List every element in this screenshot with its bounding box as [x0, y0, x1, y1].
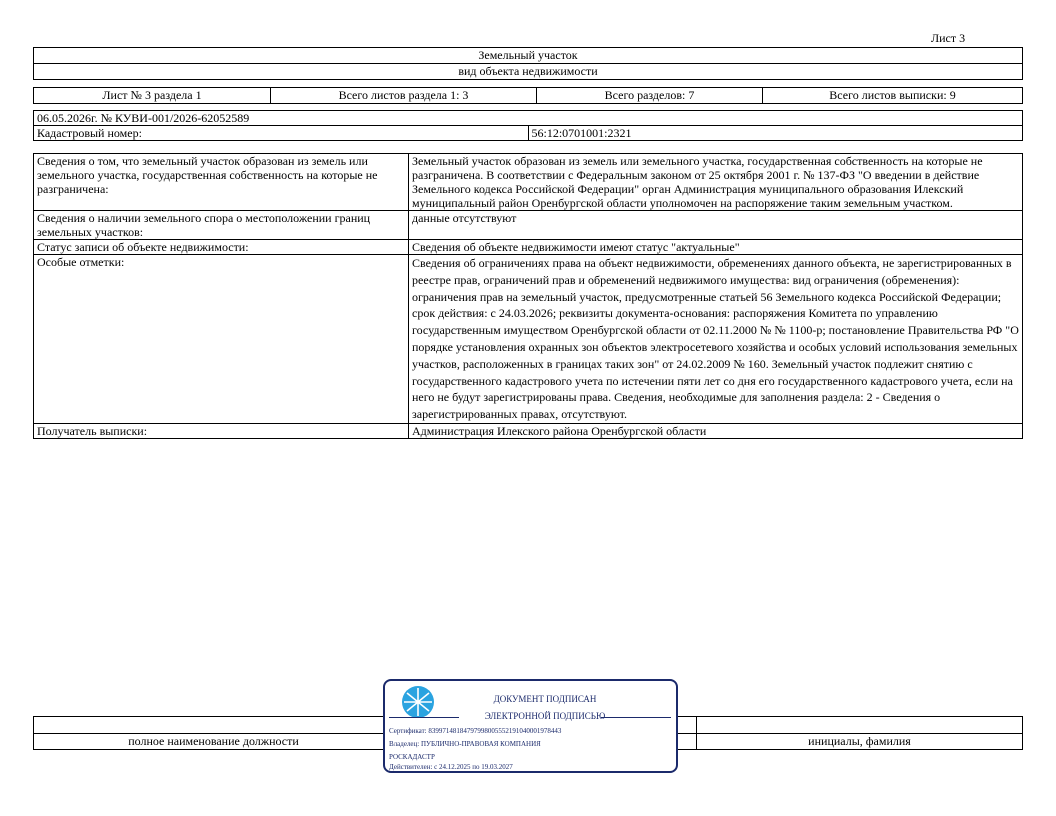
stamp-divider-right — [601, 717, 671, 718]
stamp-divider-left — [389, 717, 459, 718]
signature-title-line1: ДОКУМЕНТ ПОДПИСАН — [493, 694, 597, 704]
sheet-label: Лист 3 — [931, 31, 966, 45]
row-value: Сведения об ограничениях права на объект недвижимости, обременениях данного объекта, не зарегистрированных в реестре прав, ограничений прав и обременений недвижимого имущества: вид ограничения (обременения): ограничения прав на земельный участок, предусмотренные статьей 56 Земельного кодекса Российской Федерации; срок действия: с 24.03.2026; реквизиты документа-основания: распоряжения Комитета по управлению государственным имуществом Оренбургской области от 02.11.2000 № № 1100-р; постановление Правительства РФ "О порядке установления охранных зон объектов электросетевого хозяйства и особых условий использования земельных участков, расположенных в границах таких зон" от 24.02.2009 № 160. Земельный участок подлежит снятию с государственного кадастрового учета по истечении пяти лет со дня его государственного кадастрового учета, если на него не будут зарегистрированы права. Сведения, необходимые для заполнения раздела: 2 - Сведения о зарегистрированных правах, отсутствуют. — [409, 255, 1023, 424]
sheet-section: Лист № 3 раздела 1 — [34, 88, 271, 104]
name-field — [697, 717, 1023, 734]
row-label: Особые отметки: — [34, 255, 409, 424]
row-value: Земельный участок образован из земель или земельного участка, государственная собственность на которые не разграничена. В соответствии с Федеральным законом от 25 октября 2001 г. № 137-ФЗ "О введении в действие Земельного кодекса Российской Федерации" орган Администрация муниципального образования Илекский муниципальный район Оренбургской области уполномочен на распоряжение таким земельным участком. — [409, 154, 1023, 211]
row-label: Статус записи об объекте недвижимости: — [34, 240, 409, 255]
position-field — [34, 717, 394, 734]
sheet-info-row — [33, 87, 1023, 104]
table-row — [34, 211, 1023, 240]
object-type-header — [33, 47, 1023, 80]
table-row — [34, 255, 1023, 424]
total-sheets-extract: Всего листов выписки: 9 — [763, 88, 1023, 104]
property-details-table — [33, 153, 1023, 439]
row-value: Администрация Илекского района Оренбургской области — [409, 423, 1023, 438]
signature-owner-line2: РОСКАДАСТР — [389, 753, 435, 761]
name-caption: инициалы, фамилия — [697, 734, 1023, 750]
object-type-caption: вид объекта недвижимости — [34, 64, 1023, 80]
signature-owner: Владелец: ПУБЛИЧНО-ПРАВОВАЯ КОМПАНИЯ — [389, 740, 541, 748]
signature-certificate: Сертификат: 83997148184797998005552191040001978443 — [389, 727, 562, 735]
table-row — [34, 240, 1023, 255]
row-value: данные отсутствуют — [409, 211, 1023, 240]
position-caption: полное наименование должности — [34, 734, 394, 750]
document-id-table — [33, 110, 1023, 141]
rosreestr-emblem-icon — [401, 685, 435, 719]
table-row — [34, 423, 1023, 438]
electronic-signature-stamp — [383, 679, 678, 773]
object-type: Земельный участок — [34, 48, 1023, 64]
row-label: Сведения о наличии земельного спора о местоположении границ земельных участков: — [34, 211, 409, 240]
row-value: Сведения об объекте недвижимости имеют статус "актуальные" — [409, 240, 1023, 255]
cadastral-label: Кадастровый номер: — [34, 126, 529, 141]
signature-title-line2: ЭЛЕКТРОННОЙ ПОДПИСЬЮ — [484, 711, 606, 721]
row-label: Получатель выписки: — [34, 423, 409, 438]
table-row — [34, 154, 1023, 211]
row-label: Сведения о том, что земельный участок образован из земель или земельного участка, государственная собственность на которые не разграничена: — [34, 154, 409, 211]
document-number: 06.05.2026г. № КУВИ-001/2026-62052589 — [34, 111, 1023, 126]
signature-validity: Действителен: с 24.12.2025 по 19.03.2027 — [389, 763, 513, 771]
cadastral-number: 56:12:0701001:2321 — [528, 126, 1023, 141]
total-sheets-section: Всего листов раздела 1: 3 — [271, 88, 537, 104]
total-sections: Всего разделов: 7 — [537, 88, 763, 104]
